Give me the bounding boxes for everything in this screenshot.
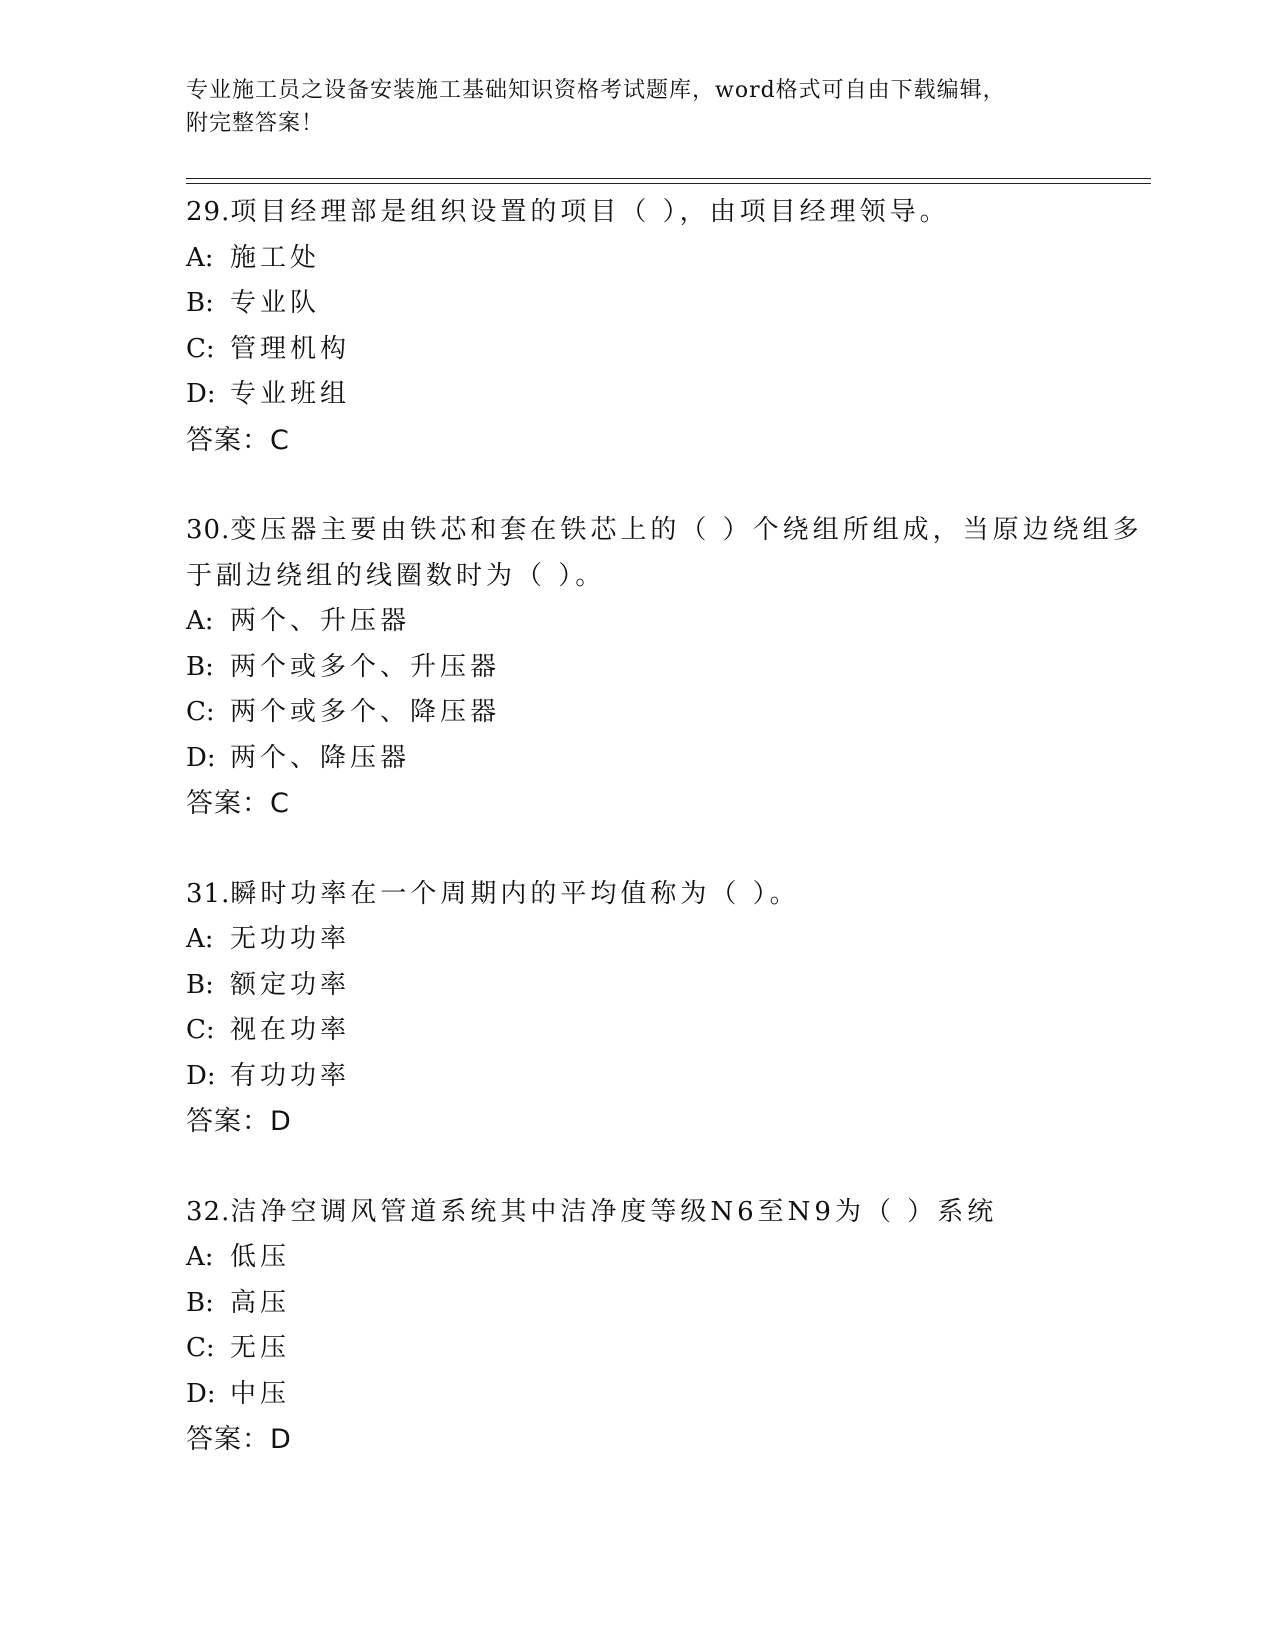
question-number: 32.	[186, 1196, 231, 1227]
option-c	[186, 1008, 1146, 1054]
answer-line: 答案：C	[186, 424, 290, 456]
option-text: 视在功率	[230, 1015, 351, 1045]
option-text: 有功功率	[230, 1060, 351, 1091]
option-key: B:	[186, 969, 214, 1000]
header-line-1: 专业施工员之设备安装施工基础知识资格考试题库，word格式可自由下载编辑，	[186, 78, 1006, 103]
option-a	[186, 1235, 1146, 1281]
option-text: 额定功率	[230, 969, 351, 1000]
option-text: 中压	[230, 1378, 291, 1409]
option-text: 施工处	[230, 242, 321, 273]
question-stem	[186, 1190, 1146, 1236]
question-text: 洁净空调风管道系统其中洁净度等级N6至N9为（ ）系统	[230, 1196, 998, 1227]
question-number: 29.	[186, 197, 231, 227]
question-text: 变压器主要由铁芯和套在铁芯上的（ ）个绕组所组成，当原边绕组多于副边绕组的线圈数时为（ ）。	[186, 515, 1143, 591]
question-list	[186, 190, 1146, 1508]
option-c	[186, 1326, 1146, 1372]
option-key: C:	[186, 1015, 215, 1045]
option-key: A:	[186, 924, 214, 954]
option-text: 专业队	[230, 288, 321, 318]
option-d	[186, 1054, 1146, 1100]
option-list	[186, 236, 1146, 418]
option-key: D:	[186, 742, 216, 773]
option-text: 两个、降压器	[230, 742, 411, 773]
option-text: 低压	[230, 1242, 291, 1272]
option-key: D:	[186, 1060, 216, 1091]
option-text: 高压	[230, 1287, 291, 1318]
question-stem	[186, 872, 1146, 918]
option-key: B:	[186, 651, 214, 682]
header-line-2: 附完整答案！	[186, 111, 325, 136]
question-31	[186, 872, 1146, 1145]
option-key: B:	[186, 288, 214, 318]
option-b	[186, 963, 1146, 1009]
question-32	[186, 1190, 1146, 1463]
option-key: C:	[186, 697, 215, 727]
option-key: B:	[186, 1287, 214, 1318]
option-text: 两个或多个、降压器	[230, 697, 501, 727]
option-key: A:	[186, 606, 214, 636]
option-key: A:	[186, 242, 214, 273]
question-text: 项目经理部是组织设置的项目（ ），由项目经理领导。	[230, 197, 950, 227]
option-key: A:	[186, 1242, 214, 1272]
option-d	[186, 372, 1146, 418]
answer-line: 答案：C	[186, 788, 290, 819]
option-d	[186, 736, 1146, 782]
header-divider-bottom	[186, 183, 1151, 184]
option-b	[186, 1281, 1146, 1327]
question-30	[186, 508, 1146, 827]
option-text: 两个或多个、升压器	[230, 651, 501, 682]
option-d	[186, 1372, 1146, 1418]
option-list	[186, 599, 1146, 781]
option-list	[186, 917, 1146, 1099]
option-c	[186, 327, 1146, 373]
option-a	[186, 236, 1146, 282]
answer-line: 答案：D	[186, 1106, 292, 1137]
document-header	[186, 74, 1086, 140]
header-divider-top	[186, 178, 1151, 179]
option-text: 专业班组	[230, 379, 351, 409]
answer-line: 答案：D	[186, 1424, 292, 1455]
option-a	[186, 917, 1146, 963]
option-a	[186, 599, 1146, 645]
option-key: C:	[186, 333, 215, 364]
option-b	[186, 281, 1146, 327]
option-key: C:	[186, 1333, 215, 1363]
option-text: 无功功率	[230, 924, 351, 954]
option-c	[186, 690, 1146, 736]
option-b	[186, 645, 1146, 691]
question-stem	[186, 508, 1146, 599]
option-key: D:	[186, 1378, 216, 1409]
option-text: 管理机构	[230, 333, 351, 364]
question-number: 30.	[186, 515, 231, 545]
question-text: 瞬时功率在一个周期内的平均值称为（ ）。	[230, 878, 800, 909]
question-29	[186, 190, 1146, 463]
option-text: 两个、升压器	[230, 606, 411, 636]
option-text: 无压	[230, 1333, 291, 1363]
option-key: D:	[186, 379, 216, 409]
question-stem	[186, 190, 1146, 236]
question-number: 31.	[186, 878, 231, 909]
option-list	[186, 1235, 1146, 1417]
